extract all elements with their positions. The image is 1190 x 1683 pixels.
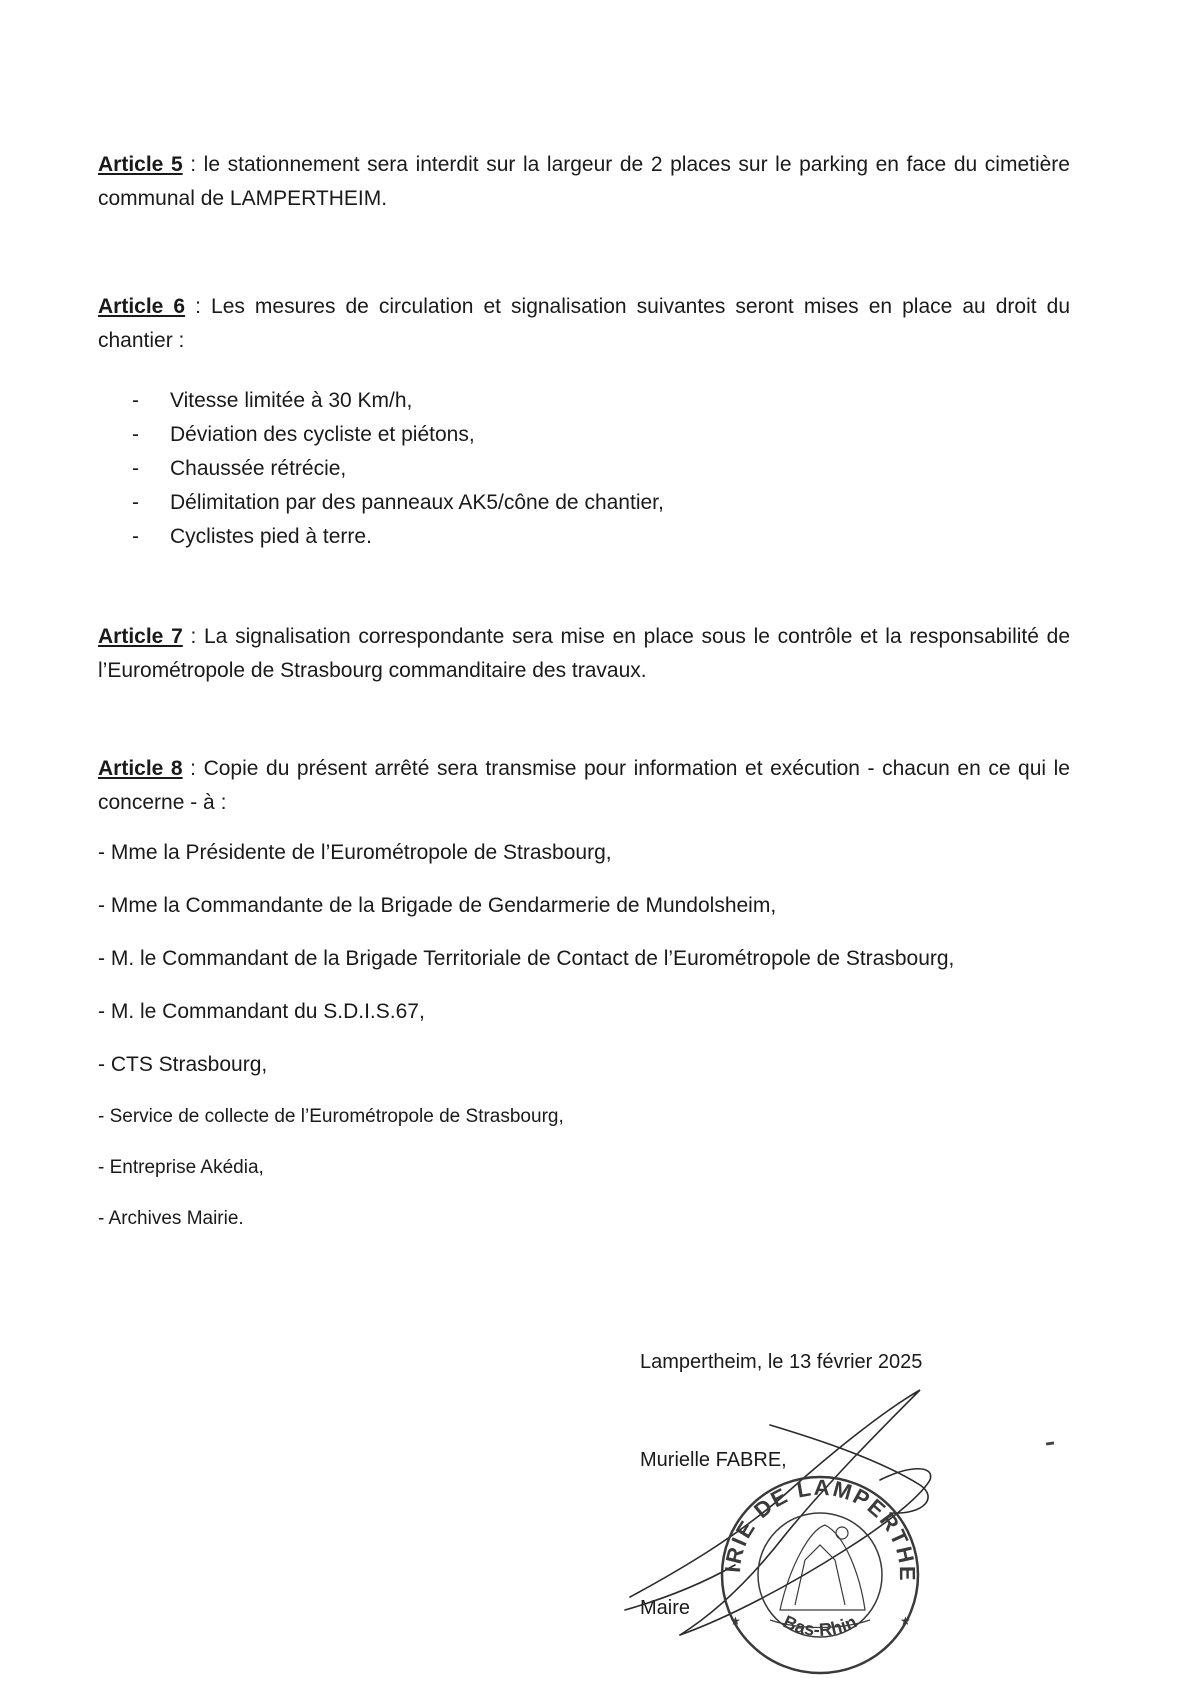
stamp-outer-text: MAIRIE DE LAMPERTHEIM: [719, 1474, 921, 1583]
recipient-item: - Service de collecte de l’Eurométropole de Strasbourg,: [98, 1106, 564, 1127]
article-8: [98, 752, 1070, 820]
star-icon: ★: [730, 1614, 741, 1628]
article-6-text: Les mesures de circulation et signalisation suivantes seront mises en place au droit du chantier :: [98, 295, 1070, 352]
list-item: - Déviation des cycliste et piétons,: [132, 418, 1032, 452]
article-8-text: Copie du présent arrêté sera transmise pour information et exécution - chacun en ce qui le concerne - à :: [98, 757, 1070, 814]
svg-text:MAIRIE DE LAMPERTHEIM: [720, 1475, 920, 1583]
article-5: [98, 148, 1070, 216]
article-7-separator: :: [182, 625, 204, 648]
recipient-item: - CTS Strasbourg,: [98, 1053, 268, 1076]
article-8-label: Article 8: [98, 757, 183, 780]
star-icon: ★: [900, 1614, 911, 1628]
list-item: - Délimitation par des panneaux AK5/cône de chantier,: [132, 486, 1032, 520]
article-5-separator: :: [182, 153, 204, 176]
stamp-bottom-text: Bas-Rhin: [780, 1611, 860, 1640]
article-6-measures-list: [132, 384, 1032, 554]
recipient-item: - Mme la Commandante de la Brigade de Gendarmerie de Mundolsheim,: [98, 894, 777, 917]
article-6: [98, 290, 1070, 358]
official-stamp: [720, 1475, 920, 1673]
recipient-item: - M. le Commandant de la Brigade Territoriale de Contact de l’Eurométropole de Strasbourg,: [98, 947, 955, 970]
signatory-role: Maire: [640, 1597, 691, 1619]
article-7-text: La signalisation correspondante sera mise en place sous le contrôle et la responsabilité de l’Eurométropole de Strasbourg commanditaire des travaux.: [98, 625, 1070, 682]
recipient-item: - Archives Mairie.: [98, 1208, 244, 1229]
svg-text:Bas-Rhin: [780, 1611, 859, 1639]
recipient-item: - M. le Commandant du S.D.I.S.67,: [98, 1000, 425, 1023]
article-8-separator: :: [182, 757, 204, 780]
article-5-text: le stationnement sera interdit sur la largeur de 2 places sur le parking en face du cimetière communal de LAMPERTHEIM.: [98, 153, 1070, 210]
list-item: - Cyclistes pied à terre.: [132, 520, 1032, 554]
article-5-label: Article 5: [98, 153, 183, 176]
recipient-item: - Mme la Présidente de l’Eurométropole de Strasbourg,: [98, 841, 612, 864]
article-7-label: Article 7: [98, 625, 183, 648]
scan-speck: [1046, 1441, 1054, 1445]
article-6-separator: :: [185, 295, 212, 318]
article-6-label: Article 6: [98, 295, 186, 318]
list-item: - Chaussée rétrécie,: [132, 452, 1032, 486]
article-7: [98, 620, 1070, 688]
place-date: Lampertheim, le 13 février 2025: [640, 1351, 923, 1373]
signature-and-stamp: [620, 1385, 950, 1683]
signatory-name: Murielle FABRE,: [640, 1449, 787, 1471]
list-item: - Vitesse limitée à 30 Km/h,: [132, 384, 1032, 418]
recipient-item: - Entreprise Akédia,: [98, 1157, 264, 1178]
